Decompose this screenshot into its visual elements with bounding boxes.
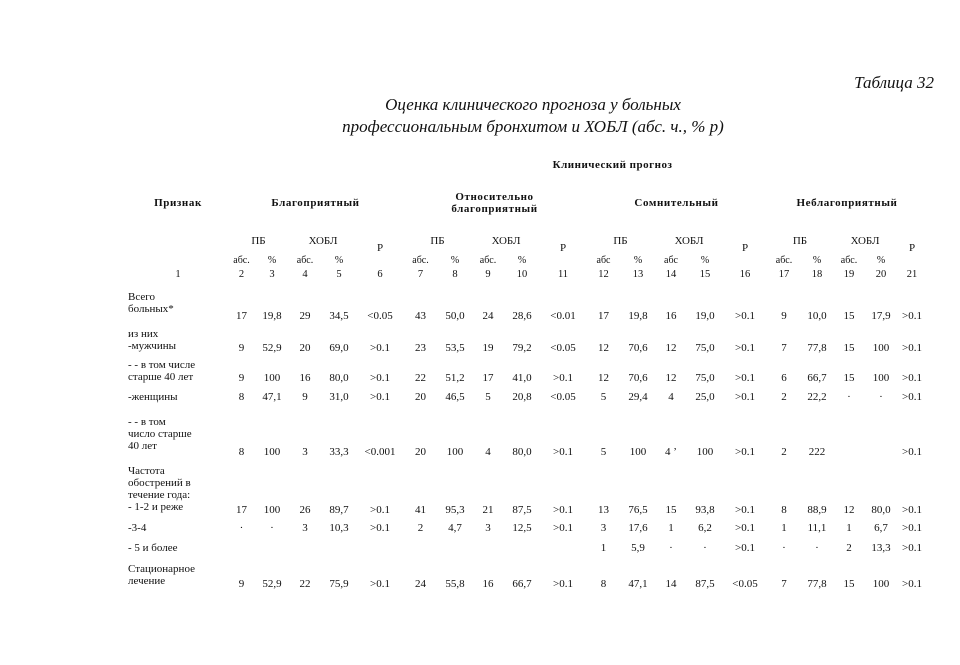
table-cell: 17 (236, 310, 247, 322)
table-cell: 11,1 (807, 522, 827, 534)
table-cell: 222 (808, 446, 826, 458)
table-cell: 16 (482, 578, 494, 590)
header-pb: ПБ (251, 235, 266, 247)
table-cell: 9 (238, 342, 245, 354)
table-cell: >0.1 (902, 578, 922, 590)
table-cell: 9 (238, 372, 245, 384)
table-cell: 100 (629, 446, 647, 458)
title-line-2: профессиональным бронхитом и ХОБЛ (абс. ч., % р) (342, 117, 724, 136)
header-copd: ХОБЛ (674, 235, 704, 247)
table-cell: >0.1 (370, 342, 390, 354)
table-cell: · (815, 542, 819, 554)
header-prognosis: Клинический прогноз (552, 159, 673, 171)
table-cell: · (270, 522, 274, 534)
table-cell: 24 (482, 310, 494, 322)
table-cell: 24 (415, 578, 426, 590)
table-cell: 15 (843, 372, 855, 384)
table-cell (833, 408, 865, 460)
header-percent: % (517, 255, 527, 266)
column-number: 16 (739, 269, 751, 280)
table-cell: 12,5 (512, 522, 532, 534)
table-cell: 100 (872, 342, 890, 354)
column-number: 9 (485, 269, 491, 280)
column-number: 7 (417, 269, 424, 280)
header-copd: ХОБЛ (850, 235, 880, 247)
header-abs: абс. (840, 255, 858, 266)
table-cell: >0.1 (902, 542, 922, 554)
row-label-line: старше 40 лет (128, 371, 194, 383)
table-cell: 28,6 (512, 310, 532, 322)
header-abs: абс. (296, 255, 314, 266)
table-cell: 43 (415, 310, 426, 322)
table-cell: · (847, 391, 851, 403)
table-cell: 70,6 (628, 372, 648, 384)
table-cell: 12 (598, 342, 609, 354)
header-pb: ПБ (792, 235, 808, 247)
table-cell: 20 (415, 391, 426, 403)
row-label-line: лечение (128, 575, 166, 587)
table-cell: 50,0 (445, 310, 465, 322)
table-cell: 4 ’ (665, 446, 677, 458)
table-cell: <0.01 (550, 310, 576, 322)
table-cell: · (703, 542, 707, 554)
table-cell: 8 (238, 391, 245, 403)
column-number: 3 (269, 269, 275, 280)
table-cell: 12 (843, 504, 855, 516)
header-p: Р (376, 242, 384, 254)
table-cell: >0.1 (553, 372, 573, 384)
column-number: 20 (875, 269, 887, 280)
table-cell: 29 (299, 310, 311, 322)
table-cell: <0.001 (364, 446, 396, 458)
table-cell: 75,0 (695, 342, 715, 354)
table-cell: 5 (600, 446, 607, 458)
table-cell: 19 (482, 342, 494, 354)
table-row (128, 460, 927, 518)
table-cell: 2 (781, 446, 787, 458)
header-group-favorable: Благоприятный (271, 197, 360, 209)
table-cell: >0.1 (370, 372, 390, 384)
table-cell: >0.1 (553, 522, 573, 534)
column-number: 19 (843, 269, 855, 280)
table-cell: 9 (781, 310, 787, 322)
table-cell (357, 538, 403, 558)
table-cell (540, 538, 586, 558)
row-label (128, 408, 228, 460)
table-cell: 23 (415, 342, 426, 354)
table-cell: 100 (263, 504, 281, 516)
table-cell: 16 (299, 372, 311, 384)
row-label-line: - 5 и более (128, 542, 178, 554)
table-cell: · (669, 542, 673, 554)
row-label (128, 282, 228, 324)
table-cell: 89,7 (329, 504, 349, 516)
header-copd: ХОБЛ (308, 235, 338, 247)
table-cell: >0.1 (735, 372, 755, 384)
table-cell: 53,5 (445, 342, 465, 354)
column-number: 11 (557, 269, 569, 280)
table-cell: >0.1 (902, 504, 922, 516)
table-cell: 10,3 (329, 522, 349, 534)
table-cell: 20 (299, 342, 311, 354)
header-abs: абс (664, 255, 678, 266)
table-cell: 19,8 (262, 310, 282, 322)
header-percent: % (633, 255, 643, 266)
table-cell: 87,5 (512, 504, 532, 516)
table-row (128, 386, 927, 408)
table-cell: 9 (238, 578, 245, 590)
header-p: Р (559, 242, 567, 254)
table-cell (255, 538, 289, 558)
column-number: 2 (238, 269, 245, 280)
table-cell: 3 (302, 446, 308, 458)
table-cell: 66,7 (512, 578, 532, 590)
table-cell: 4 (485, 446, 491, 458)
table-cell: 6,7 (874, 522, 888, 534)
column-number: 4 (302, 269, 308, 280)
table-cell: 15 (843, 578, 855, 590)
table-cell: 22 (299, 578, 311, 590)
table-cell: 5 (485, 391, 491, 403)
table-cell: 1 (600, 542, 607, 554)
table-row (128, 558, 927, 592)
column-number: 1 (175, 269, 181, 280)
table-cell: >0.1 (370, 522, 390, 534)
table-cell: 15 (843, 310, 855, 322)
header-percent: % (450, 255, 460, 266)
table-cell: 100 (696, 446, 714, 458)
row-label (128, 518, 228, 538)
table-cell: 12 (665, 342, 677, 354)
table-cell: 80,0 (329, 372, 349, 384)
table-cell: 5 (600, 391, 607, 403)
table-cell: 100 (263, 372, 281, 384)
table-cell: >0.1 (735, 522, 755, 534)
table-cell: 29,4 (628, 391, 648, 403)
column-number: 5 (336, 269, 342, 280)
table-cell: 46,5 (445, 391, 465, 403)
table-cell: 6,2 (698, 522, 712, 534)
column-number: 10 (516, 269, 528, 280)
table-cell: >0.1 (370, 391, 390, 403)
row-label-line: -женщины (128, 391, 178, 403)
table-cell: 12 (665, 372, 677, 384)
table-cell: 7 (781, 578, 787, 590)
table-number: Таблица 32 (854, 73, 934, 92)
column-number: 13 (632, 269, 644, 280)
table-cell: 22,2 (807, 391, 827, 403)
table-cell: <0.05 (732, 578, 758, 590)
table-cell: 95,3 (445, 504, 465, 516)
row-label-line: -3-4 (128, 522, 147, 534)
table-cell: 25,0 (695, 391, 715, 403)
table-cell: 93,8 (695, 504, 715, 516)
header-percent: % (700, 255, 710, 266)
table-cell: 19,0 (695, 310, 715, 322)
table-cell (289, 538, 321, 558)
row-label-line: обострений в (128, 477, 191, 489)
table-cell: 3 (485, 522, 491, 534)
header-percent: % (267, 255, 277, 266)
table-cell: 88,9 (807, 504, 827, 516)
header-percent: % (876, 255, 886, 266)
table-cell: >0.1 (735, 342, 755, 354)
table-row (128, 408, 927, 460)
table-row (128, 282, 927, 324)
table-cell: 19,8 (628, 310, 648, 322)
row-label-line: -мужчины (128, 340, 177, 352)
table-cell: 8 (600, 578, 607, 590)
table-cell: >0.1 (735, 504, 755, 516)
table-cell: 80,0 (512, 446, 532, 458)
table-cell: 52,9 (262, 578, 282, 590)
table-cell: 3 (600, 522, 607, 534)
table-cell: 31,0 (329, 391, 349, 403)
table-cell: 7 (781, 342, 787, 354)
prognosis-table (128, 152, 927, 592)
table-cell: 15 (665, 504, 677, 516)
table-cell: 1 (846, 522, 852, 534)
header-percent: % (812, 255, 822, 266)
row-label (128, 386, 228, 408)
column-number: 21 (906, 269, 918, 280)
table-cell: 70,6 (628, 342, 648, 354)
table-cell: 69,0 (329, 342, 349, 354)
table-cell: 77,8 (807, 342, 827, 354)
table-cell: 17 (598, 310, 609, 322)
table-cell: 87,5 (695, 578, 715, 590)
table-cell: 17,9 (871, 310, 891, 322)
table-cell: 15 (843, 342, 855, 354)
table-cell: 2 (417, 522, 424, 534)
header-pb: ПБ (430, 235, 445, 247)
header-group-relatively-favorable: Относительно благоприятный (451, 191, 538, 215)
table-row (128, 538, 927, 558)
row-label-line: 40 лет (128, 440, 157, 452)
header-abs: абс. (775, 255, 793, 266)
table-cell: >0.1 (735, 542, 755, 554)
header-copd: ХОБЛ (491, 235, 521, 247)
table-cell (438, 538, 472, 558)
table-cell: >0.1 (553, 504, 573, 516)
column-number: 14 (665, 269, 677, 280)
table-cell: 17 (236, 504, 247, 516)
header-feature: Признак (154, 197, 202, 209)
table-cell: · (879, 391, 883, 403)
table-cell: >0.1 (902, 391, 922, 403)
table-cell: >0.1 (553, 446, 573, 458)
table-cell: 17 (482, 372, 494, 384)
header-abs: абс. (479, 255, 497, 266)
table-cell: 16 (665, 310, 677, 322)
header-abs: абс. (412, 255, 429, 266)
table-cell: 8 (781, 504, 787, 516)
table-cell: 77,8 (807, 578, 827, 590)
table-cell: 34,5 (329, 310, 349, 322)
table-cell: 14 (665, 578, 677, 590)
table-cell (321, 538, 357, 558)
table-cell: · (239, 522, 244, 534)
table-cell: 47,1 (628, 578, 648, 590)
table-cell: >0.1 (370, 578, 390, 590)
header-percent: % (334, 255, 344, 266)
table-cell: >0.1 (902, 342, 922, 354)
table-cell: <0.05 (550, 342, 576, 354)
table-cell: >0.1 (902, 372, 922, 384)
table-cell: 41,0 (512, 372, 532, 384)
column-number: 15 (699, 269, 711, 280)
row-label (128, 356, 228, 386)
table-cell: 13,3 (871, 542, 891, 554)
row-label-line: течение года: (128, 489, 191, 501)
table-cell: 100 (872, 372, 890, 384)
table-cell: 26 (299, 504, 311, 516)
row-label-line: из них (128, 328, 159, 340)
table-row (128, 518, 927, 538)
table-cell: <0.05 (550, 391, 576, 403)
table-cell: >0.1 (553, 578, 573, 590)
table-cell: 3 (302, 522, 308, 534)
table-cell: 75,0 (695, 372, 715, 384)
table-cell: 17,6 (628, 522, 648, 534)
table-cell: >0.1 (370, 504, 390, 516)
row-label-line: Частота (128, 465, 165, 477)
header-p: Р (741, 242, 749, 254)
table-cell (472, 538, 504, 558)
table-cell (865, 408, 897, 460)
table-cell (228, 538, 255, 558)
table-cell: 20 (415, 446, 426, 458)
table-title (0, 94, 960, 138)
table-cell: 12 (598, 372, 609, 384)
table-cell: 51,2 (445, 372, 465, 384)
row-label (128, 558, 228, 592)
table-cell: 75,9 (329, 578, 349, 590)
column-number: 18 (811, 269, 823, 280)
table-cell: 2 (781, 391, 787, 403)
row-label-line: больных* (128, 303, 174, 315)
table-cell: <0.05 (367, 310, 393, 322)
table-cell: 13 (598, 504, 609, 516)
table-cell: 1 (668, 522, 674, 534)
header-pb: ПБ (613, 235, 628, 247)
row-label (128, 324, 228, 356)
table-cell: 4,7 (448, 522, 462, 534)
row-label-line: - - в том (128, 416, 166, 428)
row-label-line: Стационарное (128, 563, 195, 575)
table-cell: 41 (415, 504, 426, 516)
table-cell: >0.1 (735, 310, 755, 322)
header-abs: абс (596, 255, 611, 266)
table-cell: 47,1 (262, 391, 282, 403)
table-cell: >0.1 (902, 446, 922, 458)
table-cell: 9 (302, 391, 308, 403)
table-cell: 76,5 (628, 504, 648, 516)
table-row (128, 324, 927, 356)
table-cell (403, 538, 438, 558)
table-cell (504, 538, 540, 558)
table-cell: 55,8 (445, 578, 465, 590)
table-cell: 21 (482, 504, 494, 516)
column-number: 12 (598, 269, 609, 280)
table-cell: 100 (446, 446, 464, 458)
table-cell: >0.1 (735, 391, 755, 403)
table-cell: 4 (668, 391, 674, 403)
column-number: 17 (778, 269, 790, 280)
row-label (128, 460, 228, 518)
row-label-line: Всего (128, 291, 155, 303)
table-cell: 33,3 (329, 446, 349, 458)
table-cell: 6 (781, 372, 787, 384)
row-label-line: число старше (128, 428, 192, 440)
table-cell: 2 (846, 542, 852, 554)
row-label (128, 538, 228, 558)
header-group-unfavorable: Неблагоприятный (796, 197, 898, 209)
table-cell: 79,2 (512, 342, 532, 354)
table-cell: 80,0 (871, 504, 891, 516)
table-cell: >0.1 (902, 310, 922, 322)
column-number: 6 (377, 269, 383, 280)
table-cell: 1 (781, 522, 787, 534)
table-cell: 52,9 (262, 342, 282, 354)
table-cell: >0.1 (902, 522, 922, 534)
row-label-line: - 1-2 и реже (128, 501, 184, 513)
header-abs: абс. (233, 255, 250, 266)
table-cell: 5,9 (631, 542, 645, 554)
table-cell: 22 (415, 372, 426, 384)
header-group-doubtful: Сомнительный (634, 197, 719, 209)
table-cell: 66,7 (807, 372, 827, 384)
title-line-1: Оценка клинического прогноза у больных (385, 95, 681, 114)
table-cell: 100 (872, 578, 890, 590)
column-number: 8 (452, 269, 458, 280)
table-cell: 10,0 (807, 310, 827, 322)
header-p: Р (908, 242, 916, 254)
table-cell: 8 (238, 446, 245, 458)
table-row (128, 356, 927, 386)
table-cell: · (782, 542, 786, 554)
table-cell: 20,8 (512, 391, 532, 403)
table-cell: 100 (263, 446, 281, 458)
row-label-line: - - в том числе (128, 359, 196, 371)
table-cell: >0.1 (735, 446, 755, 458)
